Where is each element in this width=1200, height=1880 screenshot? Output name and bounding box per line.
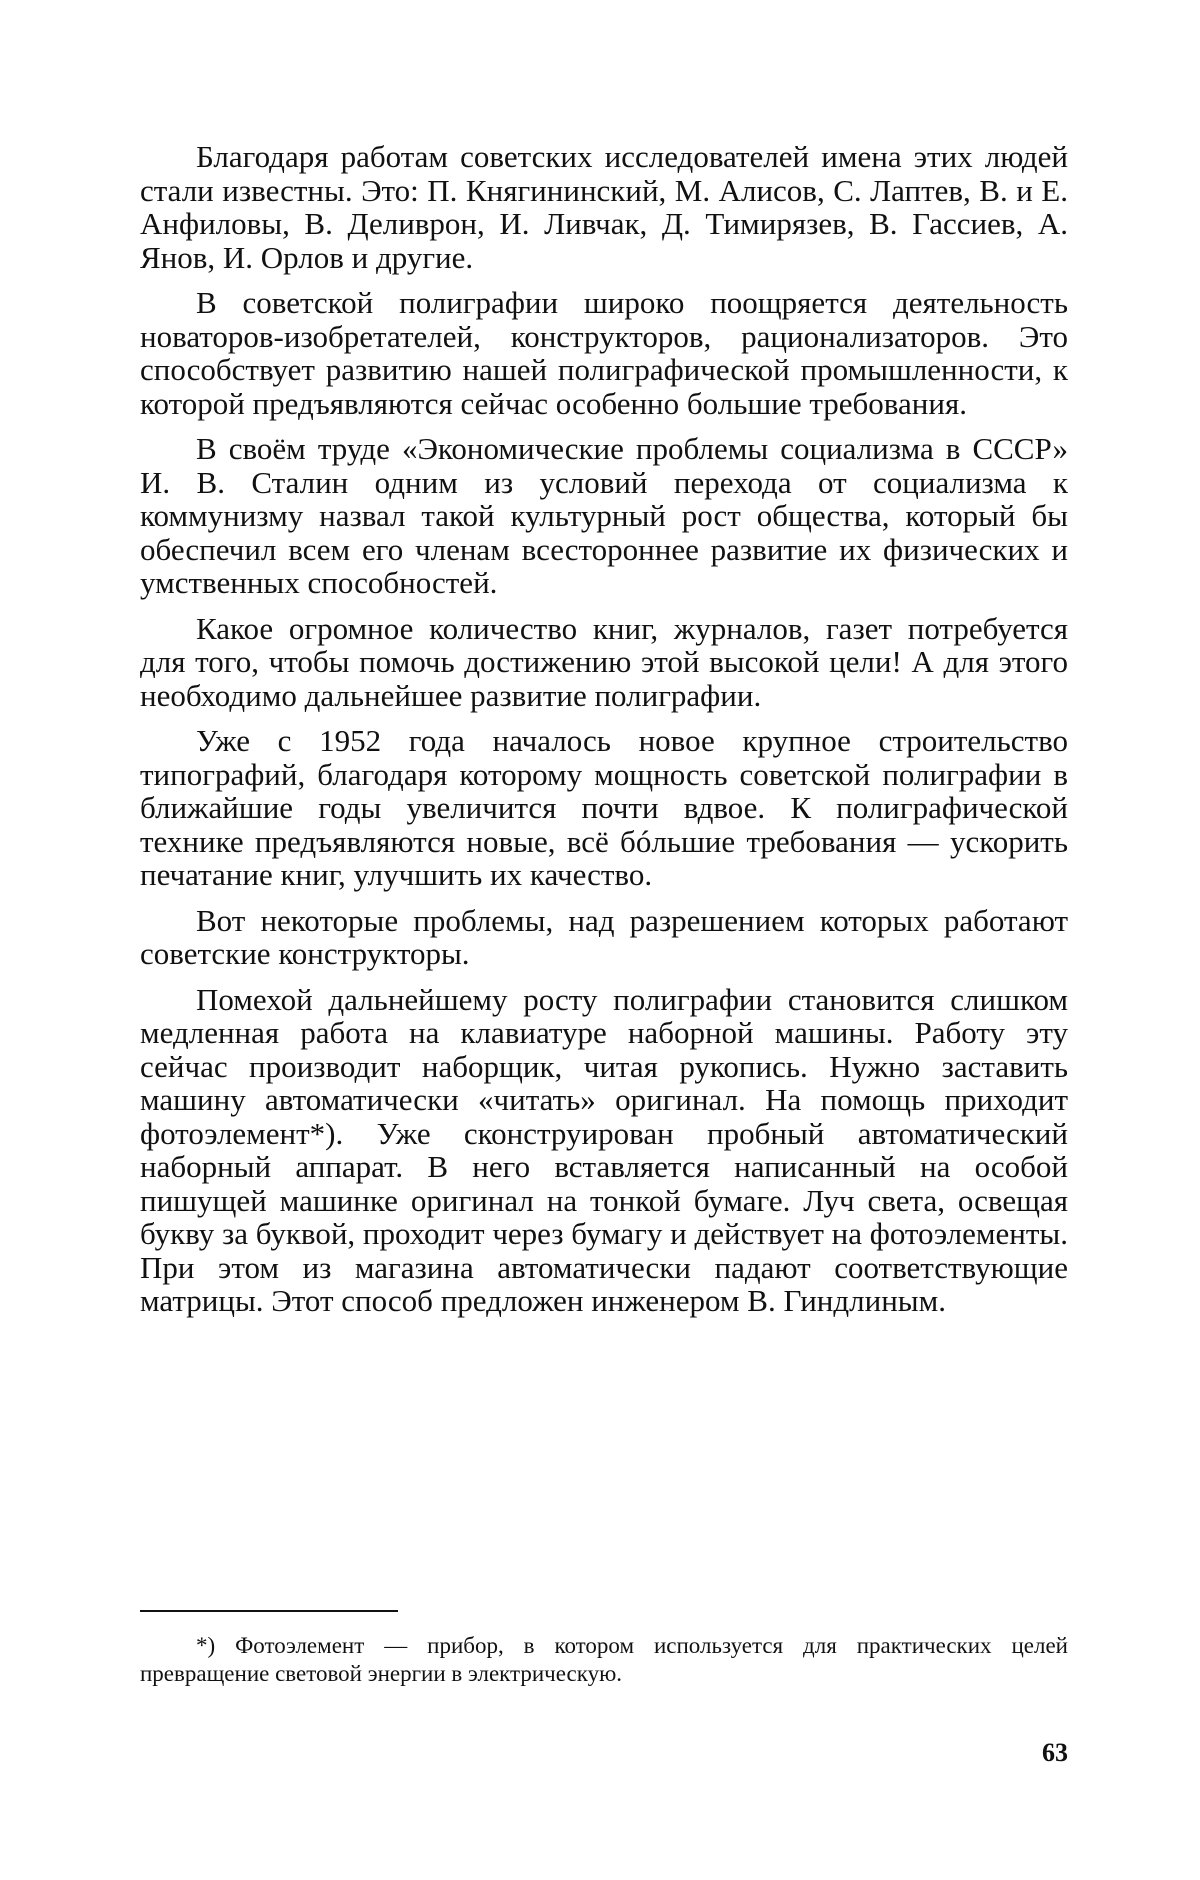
paragraph-typesetting: Помехой дальнейшему росту полиграфии становится слишком медленная работа на клавиатуре наборной машины. Работу эту сейчас производит наборщик, читая рукопись. Нужно заставить машину автоматически «читать» оригинал. На помощь приходит фотоэлемент*). Уже сконструирован пробный автоматический наборный аппарат. В него вставляется написанный на особой пишущей машинке оригинал на тонкой бумаге. Луч света, освещая букву за буквой, проходит через бумагу и действует на фотоэлементы. При этом из магазина автоматически падают соответствующие матрицы. Этот способ предложен инженером В. Гиндлиным. [140,981,1068,1318]
paragraph-innovators: В советской полиграфии широко поощряется деятельность новаторов-изобретателей, конструкторов, рационализаторов. Это способствует развитию нашей полиграфической промышленности, к которой предъявляются сейчас особенно большие требования. [140,285,1068,421]
footnote-divider [140,1610,398,1612]
paragraph-stalin-quote: В своём труде «Экономические проблемы социализма в СССР» И. В. Сталин одним из условий перехода от социализма к коммунизму назвал такой культурный рост общества, который бы обеспечил всем его членам всестороннее развитие их физических и умственных способностей. [140,431,1068,600]
footnote: *) Фотоэлемент — прибор, в котором используется для практических целей превращение световой энергии в электрическую. [140,1633,1068,1686]
paragraph-books-demand: Какое огромное количество книг, журналов, газет потребуется для того, чтобы помочь достижению этой высокой цели! А для этого необходимо дальнейшее развитие полиграфии. [140,610,1068,713]
paragraph-construction: Уже с 1952 года началось новое крупное строительство типографий, благодаря которому мощность советской полиграфии в ближайшие годы увеличится почти вдвое. К полиграфической технике предъявляются новые, всё бóльшие требования — ускорить печатание книг, улучшить их качество. [140,723,1068,892]
main-text [140,140,1068,1330]
paragraph-researchers: Благодаря работам советских исследователей имена этих людей стали известны. Это: П. Княгининский, М. Алисов, С. Лаптев, В. и Е. Анфиловы, В. Деливрон, И. Ливчак, Д. Тимирязев, В. Гассиев, А. Янов, И. Орлов и другие. [140,139,1068,275]
paragraph-problems: Вот некоторые проблемы, над разрешением которых работают советские конструкторы. [140,902,1068,971]
page-number: 63 [1042,1738,1068,1767]
